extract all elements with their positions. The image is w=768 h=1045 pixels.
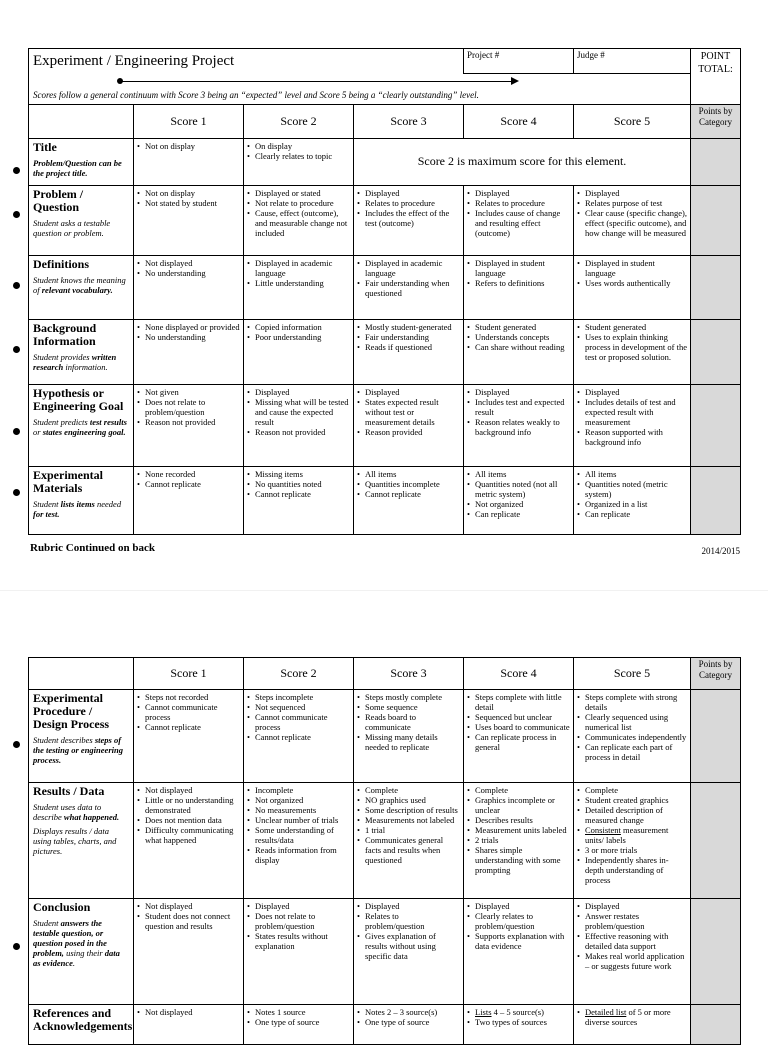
score-5-cell xyxy=(574,466,691,534)
bullet-list xyxy=(357,387,460,437)
project-number-field[interactable]: Project # xyxy=(464,49,574,74)
list-item: • Quantities incomplete xyxy=(357,479,460,489)
list-item: • Includes the effect of the test (outcome) xyxy=(357,208,460,228)
score-2-cell xyxy=(244,1005,354,1045)
list-item: • Quantities noted (not all metric system) xyxy=(467,479,570,499)
category-cell: Experimental Procedure / Design Process Student describes steps of the testing or engineering process. xyxy=(29,690,134,783)
list-item: • Refers to definitions xyxy=(467,278,570,288)
form-title: Experiment / Engineering Project xyxy=(29,49,464,74)
list-item: • Displayed in academic language xyxy=(247,258,350,278)
points-cell[interactable] xyxy=(691,466,741,534)
list-item: • Can replicate process in general xyxy=(467,732,570,752)
bullet-list xyxy=(137,188,240,208)
list-item: • Steps mostly complete xyxy=(357,692,460,702)
bullet-list xyxy=(137,322,240,342)
score-5-cell xyxy=(574,384,691,466)
score-4-cell xyxy=(464,690,574,783)
list-item: • Student does not connect question and results xyxy=(137,911,240,931)
list-item: • One type of source xyxy=(357,1017,460,1027)
bullet-list xyxy=(467,692,570,752)
category-cell: Results / Data Student uses data to describe what happened. Displays results / data using tables, charts, and pictures. xyxy=(29,783,134,899)
list-item: • Effective reasoning with detailed data support xyxy=(577,931,687,951)
list-item: • Understands concepts xyxy=(467,332,570,342)
max-score-note: Score 2 is maximum score for this element. xyxy=(354,138,691,185)
point-total-field[interactable]: POINT TOTAL: xyxy=(691,49,741,105)
list-item: • None displayed or provided xyxy=(137,322,240,332)
list-item: • Fair understanding when questioned xyxy=(357,278,460,298)
list-item: • Can share without reading xyxy=(467,342,570,352)
list-item: • Describes results xyxy=(467,815,570,825)
list-item: • Not displayed xyxy=(137,258,240,268)
list-item: • Steps incomplete xyxy=(247,692,350,702)
list-item: • All items xyxy=(467,469,570,479)
bullet-list xyxy=(357,322,460,352)
list-item: • Sequenced but unclear xyxy=(467,712,570,722)
rubric-row-definitions xyxy=(29,255,741,319)
score-4-header: Score 4 xyxy=(464,104,574,138)
list-item: • Some description of results xyxy=(357,805,460,815)
list-item: • Displayed xyxy=(247,901,350,911)
category-cell: Problem / Question Student asks a testable question or problem. xyxy=(29,185,134,255)
list-item: • Little or no understanding demonstrated xyxy=(137,795,240,815)
bullet-list xyxy=(467,387,570,437)
bullet-list xyxy=(577,188,687,238)
list-item: • Displayed xyxy=(357,901,460,911)
score-3-cell xyxy=(354,899,464,1005)
bullet-list xyxy=(357,258,460,298)
scale-note: Scores follow a general continuum with Score 3 being an “expected” level and Score 5 being a “clearly outstanding” level. xyxy=(29,88,691,104)
bullet-list xyxy=(577,469,687,519)
list-item: • Does not mention data xyxy=(137,815,240,825)
bullet-list xyxy=(467,322,570,352)
score-1-cell xyxy=(134,255,244,319)
list-item: • Not displayed xyxy=(137,785,240,795)
score-5-cell xyxy=(574,1005,691,1045)
list-item: • Not given xyxy=(137,387,240,397)
list-item: • Answer restates problem/question xyxy=(577,911,687,931)
list-item: • Missing what will be tested and cause the expected result xyxy=(247,397,350,427)
bullet-list xyxy=(247,141,350,161)
list-item: • Supports explanation with data evidence xyxy=(467,931,570,951)
bullet-list xyxy=(247,901,350,951)
rubric-row-procedure xyxy=(29,690,741,783)
list-item: • Not stated by student xyxy=(137,198,240,208)
list-item: • Not displayed xyxy=(137,1007,240,1017)
list-item: • Uses board to communicate xyxy=(467,722,570,732)
score-5-cell xyxy=(574,255,691,319)
list-item: • Clearly relates to topic xyxy=(247,151,350,161)
list-item: • Incomplete xyxy=(247,785,350,795)
list-item: • 2 trials xyxy=(467,835,570,845)
list-item: • Reads if questioned xyxy=(357,342,460,352)
score-3-header: Score 3 xyxy=(354,658,464,690)
arrow-head-icon xyxy=(511,77,519,85)
bullet-list xyxy=(357,469,460,499)
list-item: • Clearly relates to problem/question xyxy=(467,911,570,931)
bullet-marker xyxy=(13,741,20,748)
points-header: Points by Category xyxy=(691,658,741,690)
list-item: • Reads information from display xyxy=(247,845,350,865)
points-cell[interactable] xyxy=(691,1005,741,1045)
rubric-row-references xyxy=(29,1005,741,1045)
list-item: • All items xyxy=(357,469,460,479)
list-item: • Displayed xyxy=(247,387,350,397)
continued-note: Rubric Continued on back xyxy=(30,542,156,554)
category-cell: Title Problem/Question can be the project title. xyxy=(29,138,134,185)
score-4-cell xyxy=(464,466,574,534)
list-item: • All items xyxy=(577,469,687,479)
bullet-list xyxy=(357,188,460,228)
list-item: • 3 or more trials xyxy=(577,845,687,855)
list-item: • Complete xyxy=(467,785,570,795)
list-item: • Detailed list of 5 or more diverse sources xyxy=(577,1007,687,1027)
list-item: • Relates to problem/question xyxy=(357,911,460,931)
list-item: • Shares simple understanding with some prompting xyxy=(467,845,570,875)
list-item: • Unclear number of trials xyxy=(247,815,350,825)
list-item: • Reason supported with background info xyxy=(577,427,687,447)
bullet-list xyxy=(247,1007,350,1027)
list-item: • Complete xyxy=(577,785,687,795)
list-item: • Reason not provided xyxy=(247,427,350,437)
score-5-cell xyxy=(574,899,691,1005)
list-item: • Cannot replicate xyxy=(137,479,240,489)
score-1-cell xyxy=(134,384,244,466)
list-item: • Uses to explain thinking process in development of the test or proposed solution. xyxy=(577,332,687,362)
score-5-cell xyxy=(574,185,691,255)
list-item: • Independently shares in-depth understanding of process xyxy=(577,855,687,885)
list-item: • One type of source xyxy=(247,1017,350,1027)
list-item: • None recorded xyxy=(137,469,240,479)
list-item: • Displayed xyxy=(467,387,570,397)
list-item: • Displayed xyxy=(467,901,570,911)
category-cell: References and Acknowledgements xyxy=(29,1005,134,1045)
category-cell: Hypothesis or Engineering Goal Student predicts test results or states engineering goal. xyxy=(29,384,134,466)
score-1-cell xyxy=(134,783,244,899)
list-item: • Displayed in student language xyxy=(577,258,687,278)
list-item: • Includes details of test and expected result with measurement xyxy=(577,397,687,427)
bullet-list xyxy=(357,692,460,752)
bullet-list xyxy=(137,901,240,931)
list-item: • Relates purpose of test xyxy=(577,198,687,208)
bullet-list xyxy=(247,469,350,499)
rubric-row-materials xyxy=(29,466,741,534)
list-item: • Organized in a list xyxy=(577,499,687,509)
list-item: • No understanding xyxy=(137,268,240,278)
list-item: • NO graphics used xyxy=(357,795,460,805)
score-5-cell xyxy=(574,783,691,899)
category-cell: Background Information Student provides written research information. xyxy=(29,319,134,384)
list-item: • States expected result without test or measurement details xyxy=(357,397,460,427)
score-5-cell xyxy=(574,690,691,783)
list-item: • Displayed xyxy=(467,188,570,198)
bullet-list xyxy=(137,469,240,489)
category-cell: Conclusion Student answers the testable question, or question posed in the problem, using their data as evidence. xyxy=(29,899,134,1005)
bullet-list xyxy=(247,188,350,238)
list-item: • Not displayed xyxy=(137,901,240,911)
list-item: • Displayed in academic language xyxy=(357,258,460,278)
list-item: • Uses words authentically xyxy=(577,278,687,288)
list-item: • Not relate to procedure xyxy=(247,198,350,208)
points-cell[interactable] xyxy=(691,690,741,783)
list-item: • Cannot replicate xyxy=(137,722,240,732)
list-item: • Cannot communicate process xyxy=(247,712,350,732)
list-item: • Mostly student-generated xyxy=(357,322,460,332)
list-item: • Includes cause of change and resulting effect (outcome) xyxy=(467,208,570,238)
score-1-header: Score 1 xyxy=(134,658,244,690)
points-cell[interactable] xyxy=(691,783,741,899)
list-item: • Relates to procedure xyxy=(357,198,460,208)
bullet-list xyxy=(137,785,240,845)
score-3-header: Score 3 xyxy=(354,104,464,138)
scale-arrow xyxy=(29,74,691,89)
bullet-list xyxy=(577,322,687,362)
bullet-list xyxy=(357,785,460,865)
score-2-cell xyxy=(244,255,354,319)
list-item: • Some understanding of results/data xyxy=(247,825,350,845)
score-3-cell xyxy=(354,319,464,384)
score-1-cell xyxy=(134,690,244,783)
points-cell[interactable] xyxy=(691,138,741,185)
score-4-cell xyxy=(464,319,574,384)
score-4-cell xyxy=(464,384,574,466)
bullet-list xyxy=(577,692,687,762)
score-2-cell xyxy=(244,319,354,384)
score-2-cell xyxy=(244,783,354,899)
rubric-page-back xyxy=(0,590,768,1033)
score-2-header: Score 2 xyxy=(244,658,354,690)
list-item: • Can replicate xyxy=(577,509,687,519)
list-item: • Makes real world application – or suggests future work xyxy=(577,951,687,971)
score-3-cell xyxy=(354,1005,464,1045)
list-item: • Quantities noted (metric system) xyxy=(577,479,687,499)
category-cell: Definitions Student knows the meaning of relevant vocabulary. xyxy=(29,255,134,319)
bullet-list xyxy=(137,141,240,151)
list-item: • Gives explanation of results without using specific data xyxy=(357,931,460,961)
list-item: • Can replicate each part of process in detail xyxy=(577,742,687,762)
score-3-cell xyxy=(354,466,464,534)
list-item: • Cause, effect (outcome), and measurable change not included xyxy=(247,208,350,238)
arrow-line xyxy=(121,81,513,82)
score-4-cell xyxy=(464,185,574,255)
list-item: • Not on display xyxy=(137,188,240,198)
bullet-list xyxy=(137,258,240,278)
rubric-row-background xyxy=(29,319,741,384)
bullet-marker xyxy=(13,282,20,289)
list-item: • Student generated xyxy=(467,322,570,332)
bullet-list xyxy=(467,901,570,951)
score-2-cell xyxy=(244,690,354,783)
list-item: • Displayed xyxy=(577,901,687,911)
rubric-table-front xyxy=(28,48,741,535)
list-item: • Displayed xyxy=(357,188,460,198)
list-item: • Student created graphics xyxy=(577,795,687,805)
list-item: • Steps complete with little detail xyxy=(467,692,570,712)
score-2-cell xyxy=(244,185,354,255)
bullet-list xyxy=(247,258,350,288)
score-1-cell xyxy=(134,899,244,1005)
list-item: • Clear cause (specific change), effect (specific outcome), and how change will be measured xyxy=(577,208,687,238)
bullet-list xyxy=(577,387,687,447)
list-item: • No understanding xyxy=(137,332,240,342)
score-5-header: Score 5 xyxy=(574,104,691,138)
list-item: • Steps not recorded xyxy=(137,692,240,702)
bullet-marker xyxy=(13,167,20,174)
list-item: • Measurement units labeled xyxy=(467,825,570,835)
bullet-list xyxy=(467,469,570,519)
bullet-marker xyxy=(13,489,20,496)
list-item: • Consistent measurement units/ labels xyxy=(577,825,687,845)
rubric-row-problem xyxy=(29,185,741,255)
list-item: • Cannot replicate xyxy=(247,489,350,499)
bullet-list xyxy=(577,901,687,971)
bullet-list xyxy=(247,322,350,342)
score-1-cell xyxy=(134,185,244,255)
category-header xyxy=(29,104,134,138)
list-item: • Student generated xyxy=(577,322,687,332)
score-5-header: Score 5 xyxy=(574,658,691,690)
score-2-cell xyxy=(244,466,354,534)
category-cell: Experimental Materials Student lists items needed for test. xyxy=(29,466,134,534)
list-item: • Displayed xyxy=(577,387,687,397)
bullet-list xyxy=(137,387,240,427)
list-item: • On display xyxy=(247,141,350,151)
bullet-list xyxy=(247,387,350,437)
bullet-marker xyxy=(13,943,20,950)
list-item: • Includes test and expected result xyxy=(467,397,570,417)
list-item: • Cannot replicate xyxy=(357,489,460,499)
score-1-cell xyxy=(134,319,244,384)
list-item: • Not organized xyxy=(467,499,570,509)
list-item: • Does not relate to problem/question xyxy=(247,911,350,931)
year-label: 2014/2015 xyxy=(701,546,740,556)
list-item: • Displayed or stated xyxy=(247,188,350,198)
score-3-cell xyxy=(354,783,464,899)
list-item: • Two types of sources xyxy=(467,1017,570,1027)
score-2-cell xyxy=(244,138,354,185)
score-5-cell xyxy=(574,319,691,384)
bullet-marker xyxy=(13,346,20,353)
list-item: • Displayed xyxy=(357,387,460,397)
list-item: • Displayed in student language xyxy=(467,258,570,278)
score-4-cell xyxy=(464,783,574,899)
list-item: • Not sequenced xyxy=(247,702,350,712)
list-item: • Cannot replicate xyxy=(247,732,350,742)
list-item: • Some sequence xyxy=(357,702,460,712)
list-item: • Copied information xyxy=(247,322,350,332)
list-item: • Fair understanding xyxy=(357,332,460,342)
score-3-cell xyxy=(354,384,464,466)
score-1-cell xyxy=(134,138,244,185)
list-item: • Does not relate to problem/question xyxy=(137,397,240,417)
list-item: • Can replicate xyxy=(467,509,570,519)
list-item: • Reason relates weakly to background info xyxy=(467,417,570,437)
points-cell[interactable] xyxy=(691,319,741,384)
score-4-cell xyxy=(464,255,574,319)
list-item: • Graphics incomplete or unclear xyxy=(467,795,570,815)
bullet-list xyxy=(467,188,570,238)
score-3-cell xyxy=(354,255,464,319)
list-item: • Not organized xyxy=(247,795,350,805)
points-header: Points by Category xyxy=(691,104,741,138)
list-item: • Little understanding xyxy=(247,278,350,288)
bullet-list xyxy=(137,692,240,732)
list-item: • Difficulty communicating what happened xyxy=(137,825,240,845)
score-1-header: Score 1 xyxy=(134,104,244,138)
score-3-cell xyxy=(354,185,464,255)
list-item: • Reason provided xyxy=(357,427,460,437)
bullet-list xyxy=(357,1007,460,1027)
judge-number-field[interactable]: Judge # xyxy=(574,49,691,74)
list-item: • Lists 4 – 5 source(s) xyxy=(467,1007,570,1017)
bullet-list xyxy=(247,692,350,742)
list-item: • Notes 2 – 3 source(s) xyxy=(357,1007,460,1017)
rubric-table-back xyxy=(28,657,741,1045)
bullet-list xyxy=(577,258,687,288)
rubric-row-results xyxy=(29,783,741,899)
list-item: • Detailed description of measured change xyxy=(577,805,687,825)
score-2-cell xyxy=(244,899,354,1005)
score-2-header: Score 2 xyxy=(244,104,354,138)
score-3-cell xyxy=(354,690,464,783)
list-item: • Complete xyxy=(357,785,460,795)
list-item: • Reason not provided xyxy=(137,417,240,427)
list-item: • No quantities noted xyxy=(247,479,350,489)
points-cell[interactable] xyxy=(691,384,741,466)
bullet-marker xyxy=(13,428,20,435)
list-item: • 1 trial xyxy=(357,825,460,835)
bullet-marker xyxy=(13,211,20,218)
list-item: • Measurements not labeled xyxy=(357,815,460,825)
list-item: • States results without explanation xyxy=(247,931,350,951)
score-2-cell xyxy=(244,384,354,466)
score-1-cell xyxy=(134,466,244,534)
list-item: • No measurements xyxy=(247,805,350,815)
list-item: • Cannot communicate process xyxy=(137,702,240,722)
bullet-list xyxy=(137,1007,240,1017)
list-item: • Poor understanding xyxy=(247,332,350,342)
rubric-row-hypothesis xyxy=(29,384,741,466)
list-item: • Communicates independently xyxy=(577,732,687,742)
points-cell[interactable] xyxy=(691,255,741,319)
rubric-row-title xyxy=(29,138,741,185)
score-1-cell xyxy=(134,1005,244,1045)
list-item: • Missing many details needed to replicate xyxy=(357,732,460,752)
list-item: • Notes 1 source xyxy=(247,1007,350,1017)
list-item: • Communicates general facts and results when questioned xyxy=(357,835,460,865)
points-cell[interactable] xyxy=(691,185,741,255)
list-item: • Steps complete with strong details xyxy=(577,692,687,712)
bullet-list xyxy=(357,901,460,961)
score-4-header: Score 4 xyxy=(464,658,574,690)
bullet-list xyxy=(467,785,570,875)
list-item: • Relates to procedure xyxy=(467,198,570,208)
bullet-list xyxy=(467,258,570,288)
rubric-row-conclusion xyxy=(29,899,741,1005)
list-item: • Missing items xyxy=(247,469,350,479)
list-item: • Displayed xyxy=(577,188,687,198)
list-item: • Not on display xyxy=(137,141,240,151)
list-item: • Reads board to communicate xyxy=(357,712,460,732)
points-cell[interactable] xyxy=(691,899,741,1005)
list-item: • Clearly sequenced using numerical list xyxy=(577,712,687,732)
score-4-cell xyxy=(464,899,574,1005)
score-4-cell xyxy=(464,1005,574,1045)
category-header xyxy=(29,658,134,690)
bullet-list xyxy=(247,785,350,865)
